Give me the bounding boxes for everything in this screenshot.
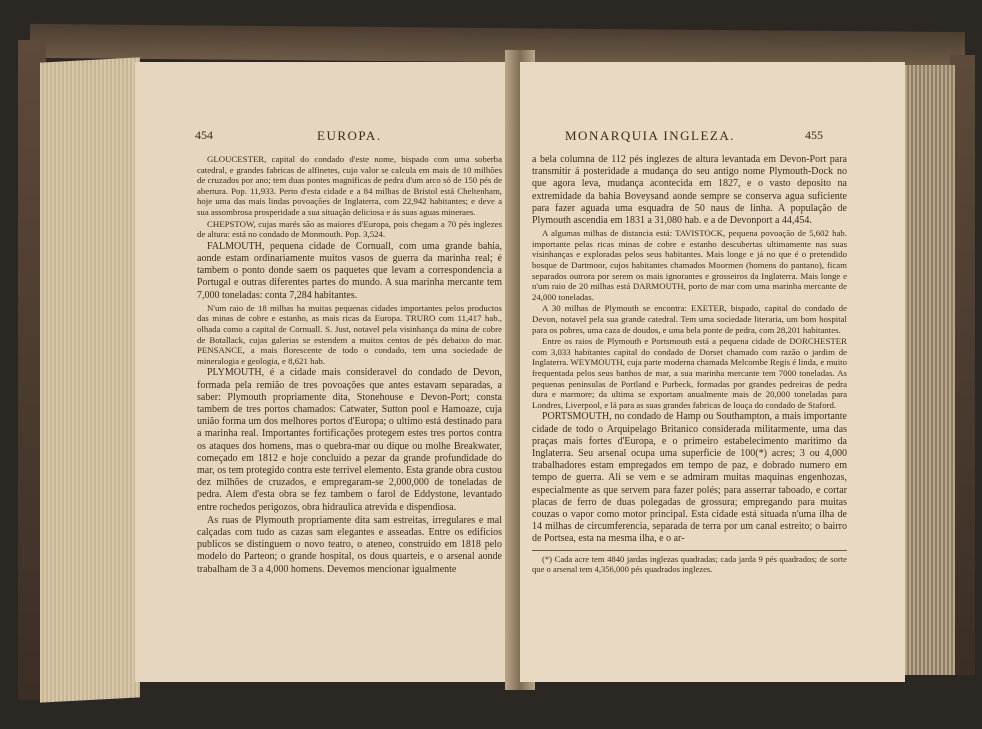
right-page-title: MONARQUIA INGLEZA. [565,128,735,143]
paragraph: PORTSMOUTH, no condado de Hamp ou Southampton, a mais importante cidade de todo o Arquipelago Britanico considerada militarmente, uma das praças mais fortes d'Europa, e o primeiro estabelecimento maritimo da Inglaterra. Seu arsenal ocupa uma superficie de 100(*) acres; 3 ou 4,000 trabalhadores estam empregados em tempo de paz, e dobrado numero em tempo de guerra. Ali se vem e se admiram muitas maquinas engenhozas, especialmente as que servem para fazer polés; para asserrar taboado, e cortar placas de ferro de duas polegadas de grossura; empregando para muitas couzas o vapor como motor principal. Esta cidade está situada n'uma ilha de 14 milhas de circumferencia, separada de terra por um canal estreito; o bairro de Portsea, esta na mesma ilha, e o ar- [532,411,847,545]
right-page-stack [905,65,955,675]
paragraph: a bela columna de 112 pés inglezes de altura levantada em Devon-Port para transmitir á posteridade a mudança do seu antigo nome Plymouth-Dock no que agora leva, mudança acontecida em 1827, e o vasto deposito na extremidade da bahia Boveysand aonde sempre se conserva agua suficiente para fazer aguada uma esquadra de 50 naus de linha. A população de Plymouth ascendia em 1831 a 31,080 hab. e a de Devonport a 44,454. [532,154,847,227]
right-page-body [532,154,847,575]
paragraph: A 30 milhas de Plymouth se encontra: EXETER, bispado, capital do condado de Devon, notavel pela sua grande catedral. Tem uma sociedade literaria, um bom hospital para os pobres, uma caza de doudos, e uma bela ponte de pedra, com 28,201 habitantes. [532,303,847,335]
paragraph: As ruas de Plymouth propriamente dita sam estreitas, irregulares e mal calçadas com tudo as cazas sam elegantes e asseadas. Entre os edificios publicos se distinguem o novo teatro, o ateneo, construido em 1818 pelo modelo do Parteon; o grande hospital, os dous quarteis, e o arsenal aonde trabalham de 3 a 4,000 homens. Devemos mencionar igualmente [197,514,502,575]
paragraph: N'um raio de 18 milhas ha muitas pequenas cidades importantes pelos productos das minas de cobre e estanho, as mais ricas da Europa. TRURO com 11,417 hab., olhada como a capital de Cornuall. S. Just, notavel pela visinhança da mina de cobre de Botallack, cujas galerias se estendem a muitos centos de pés debaixo do mar. PENSANCE, a mais florescente de todo o condado, tem uma sociedade de mineralogia e geologia, e 8,621 hab. [197,302,502,366]
left-page-stack [40,57,140,702]
left-page-title: EUROPA. [317,128,382,143]
paragraph: CHEPSTOW, cujas marés são as maiores d'Europa, pois chegam a 70 pés inglezes de altura: está no condado de Monmouth. Pop. 3,524. [197,218,502,240]
paragraph: (*) Cada acre tem 4840 jardas inglezas quadradas; cada jarda 9 pés quadrados; de sorte que o arsenal tem 4,356,000 pés quadrados inglezes. [532,550,847,574]
right-page-number: 455 [805,128,823,142]
paragraph: PLYMOUTH, é a cidade mais consideravel do condado de Devon, formada pela remião de tres povoações que antes estavam separadas, a saber: Plymouth propriamente dita, Stonehouse e Devon-Port; consta tambem de tres portos chamados: Catwater, Sutton pool e Hamoaze, cuja união forma um dos melhores portos d'Europa; o ultimo está destinado para a marinha real. Importantes fortificações protegem estes tres portos contra os ataques dos homens, mas o quebra-mar ou dique ou molhe Breakwater, começado em 1812 e hoje concluido a pezar da grande profundidade do mar, os tem protegido contra este terrivel elemento. Esta grande obra custou dez milhões de cruzados, e empregaram-se 2,000,000 de toneladas de pedra. Alem d'esta obra se fez tambem o farol de Eddystone, levantado entre rochedos perigozos, obra hidraulica atrevida e dispendiosa. [197,367,502,513]
left-page-body [197,154,502,577]
paragraph: FALMOUTH, pequena cidade de Cornuall, com uma grande bahia, aonde estam ordinariamente muitos vasos de guerra da marinha real; é tambem o ponto donde saem os paquetes que levam a correspondencia a Portugal e outras diferentes partes do mundo. A sua marinha mercante tem 7,000 toneladas: conta 7,284 habitantes. [197,240,502,301]
paragraph: GLOUCESTER, capital do condado d'este nome, bispado com uma soberba catedral, e grandes fabricas de alfinetes, cujo valor se calcula em mais de 10 milhões de cruzados por ano; tem duas pontes magnificas de pedra d'um arco só de 150 pés de abertura. Pop. 11,933. Perto d'esta cidade e a 84 milhas de Bristol está Cheltenham, hoje uma das mais lindas povoações de Inglaterra, com 22,942 habitantes; e deve a sua assombrosa prosperidade a sua situação deliciosa e ás suas aguas mineraes. [197,154,502,217]
paragraph: Entre os raios de Plymouth e Portsmouth está a pequena cidade de DORCHESTER com 3,033 habitantes capital do condado de Dorset chamado com razão o jardim de Inglaterra. WEYMOUTH, cuja parte moderna chamada Melcombe Regis é linda, e muito frequentada pelos seus banhos de mar, a sua marinha mercante tem 7000 toneladas. As pequenas peninsulas de Portland e Purbeck, formadas por grandes pedreiras de pedra dura e marmore; da ultima se exportam anualmente mais de 20,000 toneladas para Londres, Liverpool, e lá para as suas grandes fabricas de louça do condado de Staford. [532,336,847,410]
left-page-number: 454 [195,128,213,142]
left-page [135,62,520,682]
book-top-edge [30,24,965,66]
paragraph: A algumas milhas de distancia está: TAVISTOCK, pequena povoação de 5,602 hab. importante pelas ricas minas de cobre e estanho descubertas ultimamente nas suas visinhanças e exploradas pelos seus habitantes. Mais longe e já no que é o pretendido bosque de Dartmoor, cujos habitantes chamados Moormen (homens do pantano), ficam separados outrora por serem os mais ignorantes e grosseiros da Inglaterra. Mais longe e n'um raio de 20 milhas está DARMOUTH, porto de mar com uma marinha mercante de 24,000 toneladas. [532,228,847,302]
right-page [520,62,905,682]
